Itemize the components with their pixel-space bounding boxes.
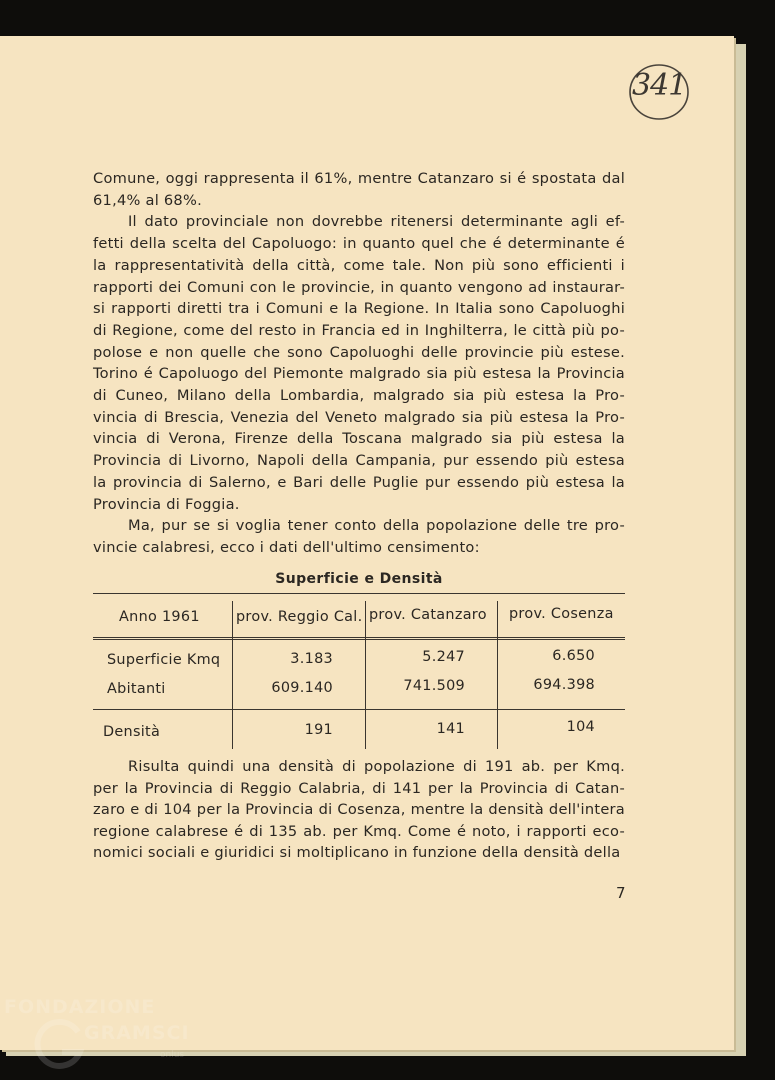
text-line: la rappresentatività della città, come tale. Non più sono efficienti i <box>93 256 625 274</box>
watermark-line-2: GRAMSCI <box>84 1022 190 1044</box>
text-line: Risulta quindi una densità di popolazione di 191 ab. per Kmq. <box>128 758 625 775</box>
text-line: Provincia di Foggia. <box>93 495 240 513</box>
text-line: vincia di Verona, Firenze della Toscana malgrado sia più estesa la <box>93 430 625 448</box>
text-line: Comune, oggi rappresenta il 61%, mentre Catanzaro si é spostata dal <box>93 170 625 187</box>
cell-abitanti-reggio: 609.140 <box>271 680 333 696</box>
text-line: rapporti dei Comuni con le provincie, in quanto vengono ad instaurar- <box>93 278 625 296</box>
cell-superficie-reggio: 3.183 <box>290 651 333 667</box>
paragraph-2 <box>93 211 625 515</box>
page-number: 7 <box>616 884 626 902</box>
text-line: Ma, pur se si voglia tener conto della popolazione delle tre pro- <box>128 517 625 535</box>
paragraph-1 <box>93 168 625 211</box>
text-line: la provincia di Salerno, e Bari delle Puglie pur essendo più estesa la <box>93 473 625 491</box>
text-line: vincia di Brescia, Venezia del Veneto malgrado sia più estesa la Pro- <box>93 408 625 426</box>
header-rule <box>93 637 625 640</box>
column-divider <box>497 601 498 749</box>
total-rule <box>93 709 625 710</box>
cell-superficie-catanzaro: 5.247 <box>422 649 465 665</box>
watermark-line-3: onlus <box>160 1050 185 1060</box>
watermark-line-1: FONDAZIONE <box>4 996 156 1018</box>
header-catanzaro: prov. Catanzaro <box>369 607 487 623</box>
table-title: Superficie e Densità <box>275 571 443 587</box>
text-line: per la Provincia di Reggio Calabria, di 141 per la Provincia di Catan- <box>93 779 625 797</box>
text-line: 61,4% al 68%. <box>93 191 202 209</box>
text-line: regione calabrese é di 135 ab. per Kmq. Come é noto, i rapporti eco- <box>93 822 625 840</box>
text-line: Torino é Capoluogo del Piemonte malgrado sia più estesa la Provincia <box>93 365 625 383</box>
paragraph-4 <box>93 756 625 864</box>
header-cosenza: prov. Cosenza <box>509 606 614 622</box>
cell-abitanti-cosenza: 694.398 <box>533 677 595 693</box>
folio-stamp <box>628 60 692 124</box>
text-line: zaro e di 104 per la Provincia di Cosenza, mentre la densità dell'intera <box>93 801 625 819</box>
text-line: nomici sociali e giuridici si moltiplicano in funzione della densità della <box>93 844 621 862</box>
pencil-mark <box>36 88 92 138</box>
data-table <box>93 593 625 753</box>
text-line: si rapporti diretti tra i Comuni e la Regione. In Italia sono Capoluoghi <box>93 300 625 318</box>
header-reggio: prov. Reggio Cal. <box>236 609 363 625</box>
column-divider <box>232 601 233 749</box>
paragraph-3 <box>93 515 625 558</box>
cell-abitanti-catanzaro: 741.509 <box>403 678 465 694</box>
body-text-after-table <box>93 756 625 864</box>
column-divider <box>365 601 366 749</box>
text-line: polose e non quelle che sono Capoluoghi delle provincie più estese. <box>93 343 625 361</box>
cell-densita-reggio: 191 <box>304 722 333 738</box>
row-label-superficie: Superficie Kmq <box>107 652 221 668</box>
cell-superficie-cosenza: 6.650 <box>552 648 595 664</box>
text-line: di Regione, come del resto in Francia ed in Inghilterra, le città più po- <box>93 321 625 339</box>
row-label-abitanti: Abitanti <box>107 681 166 697</box>
row-label-densita: Densità <box>103 724 161 740</box>
text-line: di Cuneo, Milano della Lombardia, malgrado sia più estesa la Pro- <box>93 387 625 405</box>
text-line: fetti della scelta del Capoluogo: in quanto quel che é determinante é <box>93 235 625 253</box>
text-line: Provincia di Livorno, Napoli della Campania, pur essendo più estesa <box>93 452 625 470</box>
body-text <box>93 168 625 559</box>
table-top-rule <box>93 593 625 594</box>
text-line: vincie calabresi, ecco i dati dell'ultimo censimento: <box>93 538 480 556</box>
cell-densita-catanzaro: 141 <box>436 721 465 737</box>
folio-number: 341 <box>632 68 687 103</box>
watermark-g-icon <box>32 1018 88 1074</box>
watermark-logo <box>4 994 204 1078</box>
header-year: Anno 1961 <box>119 609 200 625</box>
cell-densita-cosenza: 104 <box>566 719 595 735</box>
text-line: Il dato provinciale non dovrebbe ritenersi determinante agli ef- <box>128 213 625 231</box>
